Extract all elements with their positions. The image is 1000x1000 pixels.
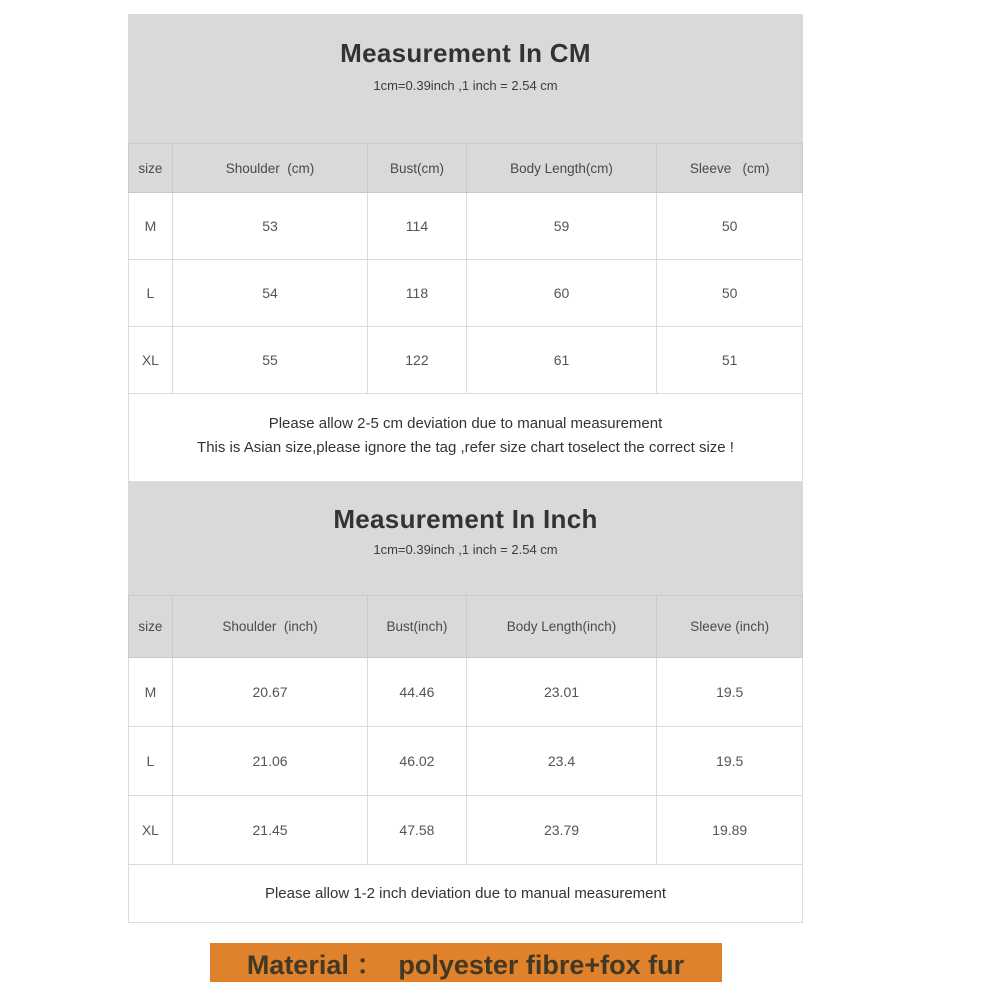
value-cell: 23.79 xyxy=(466,796,657,865)
size-cell: L xyxy=(129,727,173,796)
table-row xyxy=(129,727,803,796)
inch-title: Measurement In Inch xyxy=(333,504,598,534)
value-cell: 50 xyxy=(657,260,803,327)
value-cell: 46.02 xyxy=(368,727,466,796)
inch-col-size: size xyxy=(129,596,173,658)
value-cell: 20.67 xyxy=(172,658,367,727)
inch-header-row xyxy=(129,596,803,658)
inch-col-bust: Bust(inch) xyxy=(368,596,466,658)
table-row xyxy=(129,658,803,727)
cm-section xyxy=(128,14,803,482)
value-cell: 44.46 xyxy=(368,658,466,727)
value-cell: 50 xyxy=(657,193,803,260)
value-cell: 53 xyxy=(172,193,367,260)
value-cell: 61 xyxy=(466,327,657,394)
inch-col-sleeve: Sleeve (inch) xyxy=(657,596,803,658)
table-row xyxy=(129,193,803,260)
value-cell: 23.4 xyxy=(466,727,657,796)
cm-subtitle: 1cm=0.39inch ,1 inch = 2.54 cm xyxy=(373,78,558,93)
value-cell: 19.5 xyxy=(657,727,803,796)
value-cell: 19.89 xyxy=(657,796,803,865)
cm-title: Measurement In CM xyxy=(340,38,591,68)
cm-header-row xyxy=(129,144,803,193)
note-line: This is Asian size,please ignore the tag ,refer size chart toselect the correct size ! xyxy=(197,439,734,456)
value-cell: 23.01 xyxy=(466,658,657,727)
value-cell: 60 xyxy=(466,260,657,327)
size-chart-sheet xyxy=(128,14,803,982)
size-cell: M xyxy=(129,193,173,260)
inch-notes xyxy=(128,865,803,923)
cm-col-shoulder: Shoulder (cm) xyxy=(172,144,367,193)
table-row xyxy=(129,796,803,865)
material-label: Material ： polyester fibre+fox fur xyxy=(246,950,685,980)
value-cell: 21.45 xyxy=(172,796,367,865)
cm-col-bust: Bust(cm) xyxy=(368,144,466,193)
inch-col-body-length: Body Length(inch) xyxy=(466,596,657,658)
value-cell: 114 xyxy=(368,193,466,260)
cm-table xyxy=(128,143,803,394)
inch-subtitle: 1cm=0.39inch ,1 inch = 2.54 cm xyxy=(373,542,558,557)
size-cell: L xyxy=(129,260,173,327)
value-cell: 19.5 xyxy=(657,658,803,727)
value-cell: 51 xyxy=(657,327,803,394)
cm-title-block xyxy=(128,14,803,143)
value-cell: 47.58 xyxy=(368,796,466,865)
value-cell: 122 xyxy=(368,327,466,394)
material-bar xyxy=(210,943,722,982)
note-line: Please allow 1-2 inch deviation due to manual measurement xyxy=(264,885,667,902)
inch-col-shoulder: Shoulder (inch) xyxy=(172,596,367,658)
value-cell: 54 xyxy=(172,260,367,327)
note-line: Please allow 2-5 cm deviation due to manual measurement xyxy=(268,415,663,432)
table-row xyxy=(129,260,803,327)
inch-section xyxy=(128,482,803,923)
value-cell: 55 xyxy=(172,327,367,394)
inch-table xyxy=(128,595,803,865)
value-cell: 59 xyxy=(466,193,657,260)
cm-notes xyxy=(128,394,803,482)
size-cell: M xyxy=(129,658,173,727)
cm-col-sleeve: Sleeve (cm) xyxy=(657,144,803,193)
value-cell: 118 xyxy=(368,260,466,327)
size-cell: XL xyxy=(129,796,173,865)
cm-col-body-length: Body Length(cm) xyxy=(466,144,657,193)
value-cell: 21.06 xyxy=(172,727,367,796)
size-cell: XL xyxy=(129,327,173,394)
table-row xyxy=(129,327,803,394)
cm-col-size: size xyxy=(129,144,173,193)
inch-title-block xyxy=(128,482,803,595)
